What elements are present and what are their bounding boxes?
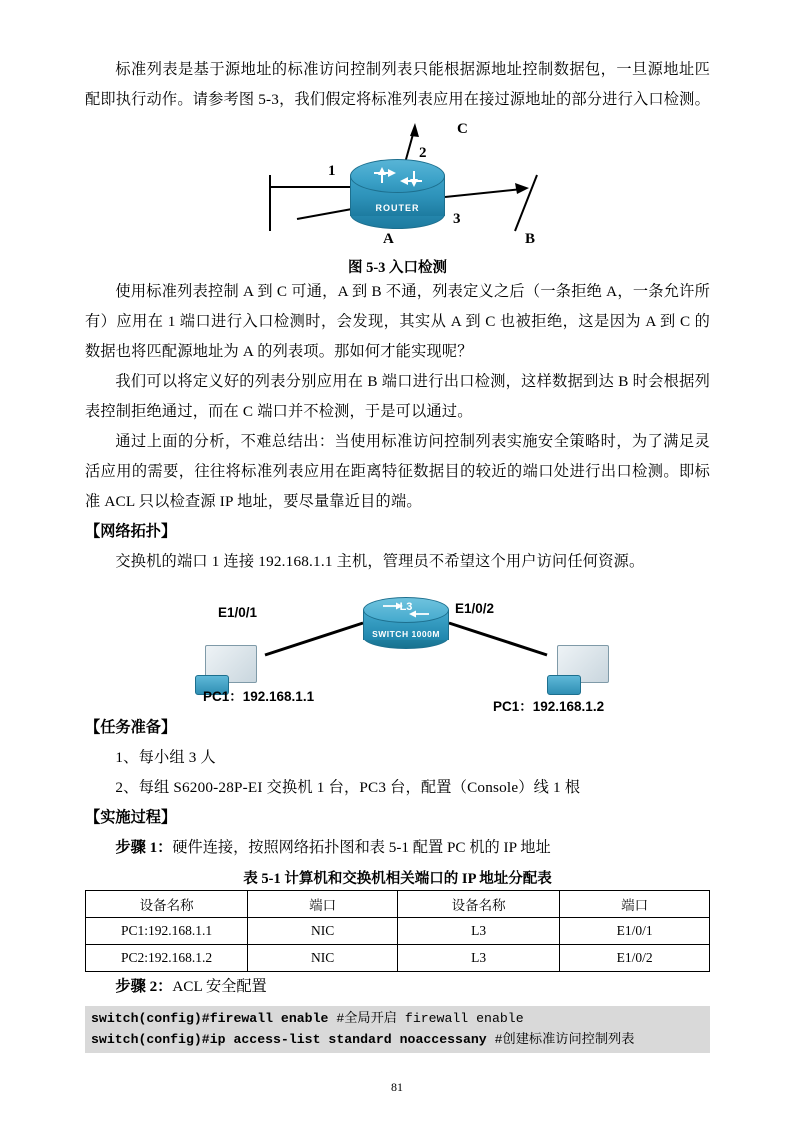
step-1-label: 步骤 1：: [115, 839, 173, 856]
step-1: [85, 833, 710, 863]
table-5-1-caption: 表 5-1 计算机和交换机相关端口的 IP 地址分配表: [243, 871, 552, 887]
ip-allocation-table: [85, 890, 710, 972]
router-arrows-icon: [368, 165, 428, 189]
table-cell: PC2:192.168.1.2: [86, 945, 248, 972]
table-header-row: [86, 891, 710, 918]
figure-port-1: 1: [328, 163, 336, 179]
switch-type-label: L3: [399, 601, 413, 613]
pc-right-label: PC1：192.168.1.2: [493, 699, 605, 714]
section-topology-heading: 【网络拓扑】: [85, 523, 177, 540]
table-cell: E1/0/1: [560, 918, 710, 945]
table-cell: NIC: [248, 945, 398, 972]
paragraph-1: 标准列表是基于源地址的标准访问控制列表只能根据源地址控制数据包，一旦源地址匹配即执行动作。请参考图 5-3，我们假定将标准列表应用在接过源地址的部分进行入口检测。: [85, 61, 710, 108]
figure-5-3: [85, 119, 710, 254]
table-header-cell: 设备名称: [397, 891, 559, 918]
section-prepare-heading: 【任务准备】: [85, 719, 177, 736]
table-row: [86, 945, 710, 972]
figure-node-c: C: [457, 121, 468, 137]
figure-port-2: 2: [419, 145, 427, 161]
table-cell: PC1:192.168.1.1: [86, 918, 248, 945]
figure-port-3: 3: [453, 211, 461, 227]
pc-right-icon: [547, 645, 617, 697]
port-label-left: E1/0/1: [218, 605, 258, 620]
code-line: [91, 1008, 704, 1029]
page-number: 81: [391, 1080, 403, 1094]
paragraph-2: 使用标准列表控制 A 到 C 可通，A 到 B 不通，列表定义之后（一条拒绝 A，一条允许所有）应用在 1 端口进行入口检测时，会发现，其实从 A 到 C 也被拒绝，这是因为 A 到 C 的数据也将匹配源地址为 A 的列表项。那如何才能实现呢？: [85, 283, 710, 360]
code-comment: #创建标准访问控制列表: [494, 1032, 635, 1047]
table-header-cell: 端口: [248, 891, 398, 918]
pc-left-label: PC1：192.168.1.1: [203, 689, 315, 704]
table-header-cell: 端口: [560, 891, 710, 918]
paragraph-4: 通过上面的分析，不难总结出：当使用标准访问控制列表实施安全策略时，为了满足灵活应用的需要，往往将标准列表应用在距离特征数据目的较近的端口处进行出口检测。即标准 ACL 只以检查源 IP 地址，要尽量靠近目的端。: [85, 433, 710, 510]
network-topology-figure: [85, 583, 710, 713]
paragraph-3: 我们可以将定义好的列表分别应用在 B 端口进行出口检测，这样数据到达 B 时会根据列表控制拒绝通过，而在 C 端口并不检测，于是可以通过。: [85, 373, 710, 420]
code-command: switch(config)#firewall enable: [91, 1011, 337, 1026]
router-label: ROUTER: [375, 203, 420, 213]
code-comment: #全局开启 firewall enable: [336, 1011, 524, 1026]
table-cell: L3: [397, 945, 559, 972]
table-row: [86, 918, 710, 945]
step-2-text: ACL 安全配置: [172, 978, 267, 995]
step-1-text: 硬件连接，按照网络拓扑图和表 5-1 配置 PC 机的 IP 地址: [172, 839, 551, 856]
table-cell: NIC: [248, 918, 398, 945]
figure-node-a: A: [383, 231, 394, 247]
table-cell: L3: [397, 918, 559, 945]
code-line: [91, 1029, 704, 1050]
table-header-cell: 设备名称: [86, 891, 248, 918]
port-label-right: E1/0/2: [455, 601, 495, 616]
code-command: switch(config)#ip access-list standard noaccessany: [91, 1032, 495, 1047]
table-cell: E1/0/2: [560, 945, 710, 972]
step-2-label: 步骤 2：: [115, 978, 173, 995]
page-content: [85, 55, 710, 1053]
switch-model-label: SWITCH 1000M: [372, 629, 440, 639]
figure-node-b: B: [525, 231, 536, 247]
prepare-item-1: 1、每小组 3 人: [115, 749, 216, 766]
switch-icon: [363, 597, 449, 647]
cli-code-block: [85, 1006, 710, 1053]
figure-5-3-caption: 图 5-3 入口检测: [347, 260, 448, 276]
prepare-item-2: 2、每组 S6200-28P-EI 交换机 1 台，PC3 台，配置（Console）线 1 根: [115, 779, 581, 796]
section-process-heading: 【实施过程】: [85, 809, 177, 826]
section-topology-text: 交换机的端口 1 连接 192.168.1.1 主机，管理员不希望这个用户访问任何资源。: [115, 553, 645, 570]
step-2: [85, 972, 710, 1002]
router-icon: [350, 159, 445, 221]
